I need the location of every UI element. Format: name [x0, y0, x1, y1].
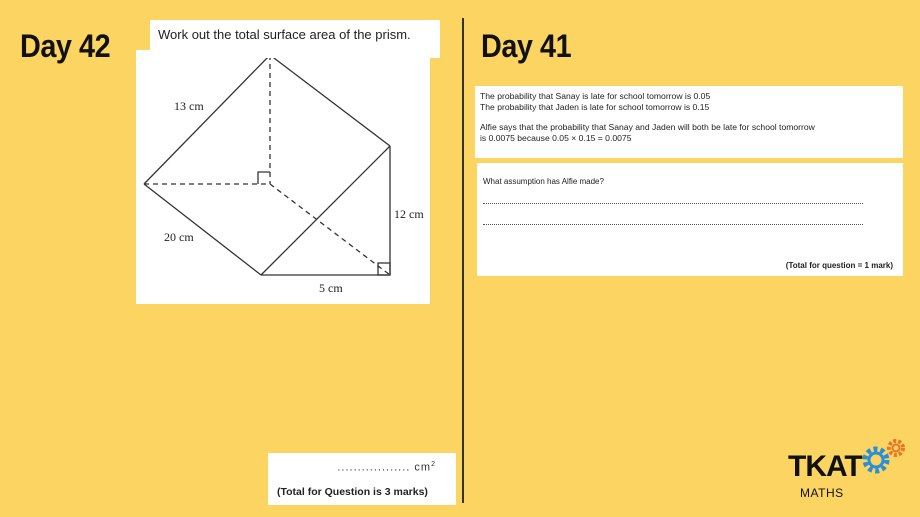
logo-subtext: MATHS — [800, 486, 844, 500]
prob-sanay: The probability that Sanay is late for school tomorrow is 0.05 — [480, 91, 711, 101]
prism-diagram — [136, 50, 430, 304]
prism-svg — [136, 50, 430, 304]
question-42-box — [150, 20, 440, 58]
gear-icon — [856, 438, 912, 478]
answer-line — [483, 224, 863, 225]
prism-edge — [144, 55, 270, 184]
day-41-title: Day 41 — [481, 28, 572, 64]
dim-label-12: 12 cm — [394, 207, 424, 221]
prism-hidden-edge — [270, 184, 390, 275]
answer-line: .................. $cm^2$ — [337, 461, 436, 474]
dim-label-13: 13 cm — [174, 99, 204, 113]
total-marks-41: (Total for question = 1 mark) — [785, 261, 893, 270]
day-42-title: Day 42 — [20, 28, 111, 64]
question-41-context — [475, 86, 903, 158]
right-angle-marker — [258, 172, 270, 184]
orange-gear — [889, 441, 903, 455]
alfie-statement-cont: is 0.0075 because 0.05 × 0.15 = 0.0075 — [480, 132, 632, 143]
question-41-box — [477, 163, 903, 276]
divider — [462, 18, 464, 503]
total-marks-42: (Total for Question is 3 marks) — [277, 486, 428, 498]
tkat-logo — [788, 440, 913, 506]
blue-gear — [865, 449, 887, 471]
question-42-text: Work out the total surface area of the prism. — [158, 27, 411, 42]
prism-edge — [261, 146, 390, 275]
dim-label-5: 5 cm — [319, 281, 343, 295]
prism-edge — [270, 55, 390, 146]
prism-edge — [144, 184, 261, 275]
question-41-text: What assumption has Alfie made? — [483, 177, 604, 186]
answer-line — [483, 203, 863, 204]
dim-label-20: 20 cm — [164, 230, 194, 244]
alfie-statement: Alfie says that the probability that Sanay and Jaden will both be late for school tomorrow — [480, 122, 815, 132]
logo-text: TKAT — [788, 450, 862, 483]
answer-box — [268, 453, 456, 505]
prob-jaden: The probability that Jaden is late for school tomorrow is 0.15 — [480, 101, 710, 112]
